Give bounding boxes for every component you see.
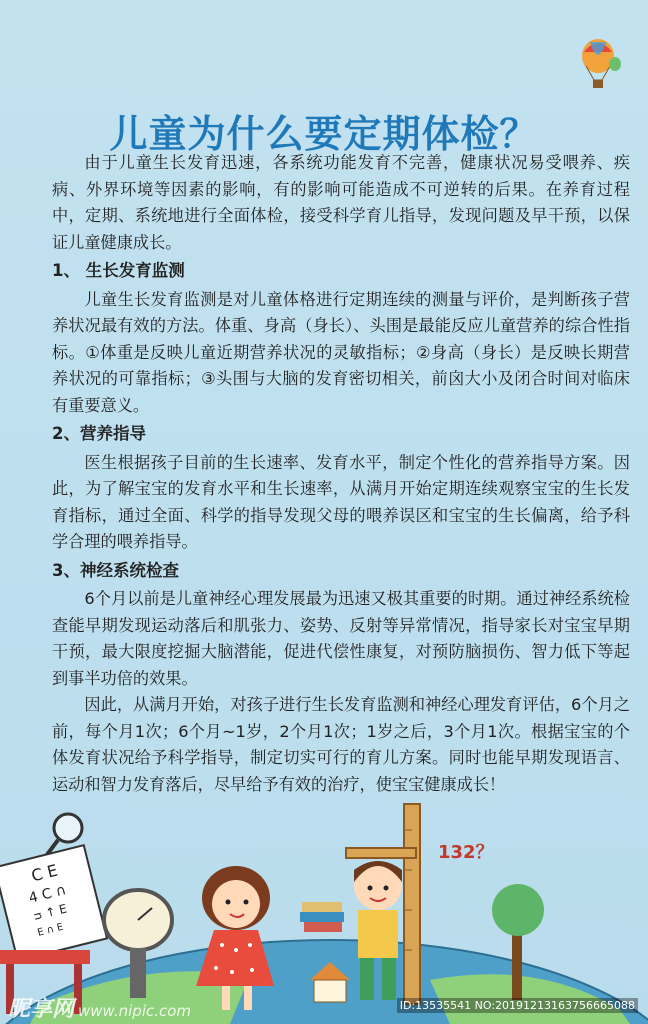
section-heading-neuro: 3、神经系统检查 [52,560,179,580]
watermark-url: www.nipic.com [78,1002,192,1020]
book-stack [300,902,344,932]
intro-paragraph: 由于儿童生长发育迅速，各系统功能发育不完善，健康状况易受喂养、疾病、外界环境等因素的影响，有的影响可能造成不可逆转的后果。在养育过程中，定期、系统地进行全面体检，接受科学育儿指导，发现问题及早干预，以保证儿童健康成长。 [52,153,630,252]
eye-chart-row-4: E ∩ E [36,921,65,939]
section-heading-nutrition: 2、营养指导 [52,424,146,443]
eye-chart-row-1: C E [29,860,60,886]
height-label: 132？ [438,842,494,863]
section-paragraph-growth: 儿童生长发育监测是对儿童体格进行定期连续的测量与评价，是判断孩子营养状况最有效的方法。体重、身高（身长）、头围是最能反应儿童营养的综合性指标。①体重是反映儿童近期营养状况的灵敏指标；②身高（身长）是反映长期营养状况的可靠指标；③头围与大脑的发育密切相关，前囟大小及闭合时间对临床有重要意义。 [52,289,630,415]
eye-chart-row-2: 4 C ∩ [27,882,68,907]
page-title: 儿童为什么要定期体检？ [109,111,539,157]
watermark-brand: 昵享网 [8,997,75,1022]
section-paragraph-nutrition: 医生根据孩子目前的生长速率、发育水平，制定个性化的营养指导方案。因此，为了解宝宝的发育水平和生长速率，从满月开始定期连续观察宝宝的生长发育指标，通过全面、科学的指导发现父母的喂养误区和宝宝的生长偏离，给予科学合理的喂养指导。 [52,452,630,551]
hot-air-balloon-icon [578,38,622,96]
section-paragraph-neuro-2: 因此，从满月开始，对孩子进行生长发育监测和神经心理发育评估，6个月之前，每个月1次；6个月~1岁，2个月1次；1岁之后，3个月1次。根据宝宝的个体发育状况给予科学指导，制定切实可行的育儿方案。同时也能早期发现语言、运动和智力发育落后，尽早给予有效的治疗，使宝宝健康成长！ [52,695,630,794]
watermark-logo [8,992,191,1023]
article-body [52,150,630,798]
tree-icon [492,884,544,936]
section-heading-growth: 1、 生长发育监测 [52,261,185,280]
image-id-text: ID:13535541 NO:20191213163756665088 [397,998,638,1013]
eye-chart [0,845,107,960]
section-paragraph-neuro-1: 6个月以前是儿童神经心理发展最为迅速又极其重要的时期。通过神经系统检查能早期发现运动落后和肌张力、姿势、反射等异常情况，指导家长对宝宝早期干预，最大限度挖掘大脑潜能，促进代偿性康复，对预防脑损伤、智力低下等起到事半功倍的效果。 [52,589,630,688]
kids-checkup-illustration [0,790,648,1024]
eye-chart-row-3: ᴝ ↑ E [31,901,69,924]
